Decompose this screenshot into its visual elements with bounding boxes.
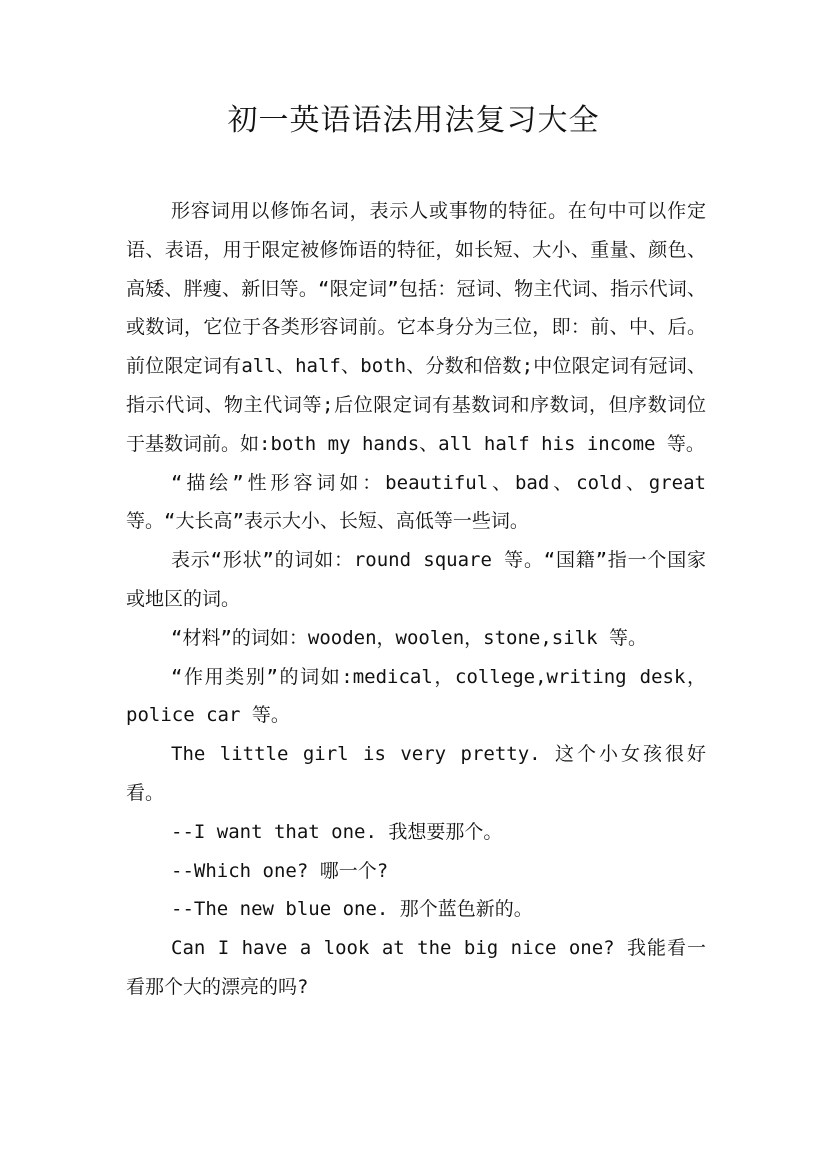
document-title: 初一英语语法用法复习大全 [227, 103, 600, 138]
paragraph-dialogue-want: --I want that one. 我想要那个。 [171, 820, 503, 843]
paragraph-dialogue-new-blue: --The new blue one. 那个蓝色新的。 [171, 898, 533, 921]
paragraph-descriptive-adjectives: “描绘”性形容词如：beautiful、bad、cold、great等。“大长高”表示大小、长短、高低等一些词。 [126, 471, 706, 533]
paragraph-purpose-category: “作用类别”的词如:medical，college,writing desk，police car 等。 [126, 665, 706, 727]
paragraph-example-big-nice: Can I have a look at the big nice one? 我能看一看那个大的漂亮的吗? [126, 937, 706, 998]
paragraph-material: “材料”的词如：wooden，woolen，stone,silk 等。 [171, 626, 647, 649]
document-body [126, 192, 706, 1007]
paragraph-example-pretty: The little girl is very pretty. 这个小女孩很好看。 [126, 743, 706, 804]
paragraph-adjective-definition: 形容词用以修饰名词，表示人或事物的特征。在句中可以作定语、表语，用于限定被修饰语的特征，如长短、大小、重量、颜色、高矮、胖瘦、新旧等。“限定词”包括：冠词、物主代词、指示代词、或数词，它位于各类形容词前。它本身分为三位，即：前、中、后。前位限定词有all、half、both、分数和倍数;中位限定词有冠词、指示代词、物主代词等;后位限定词有基数词和序数词，但序数词位于基数词前。如:both my hands、all half his income 等。 [126, 200, 706, 455]
paragraph-dialogue-which: --Which one? 哪一个? [171, 859, 389, 882]
paragraph-shape-nationality: 表示“形状”的词如：round square 等。“国籍”指一个国家或地区的词。 [126, 549, 706, 610]
